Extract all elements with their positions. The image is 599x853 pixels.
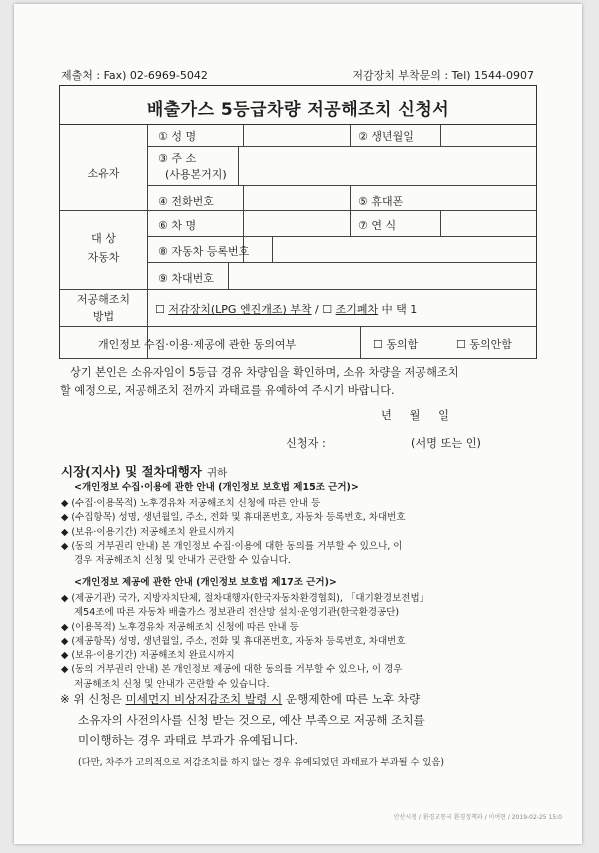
disagree-checkbox[interactable]: ☐: [456, 338, 466, 351]
addressee-suffix: 귀하: [206, 467, 228, 479]
car-name-label: ⑥ 차 명: [158, 219, 197, 232]
agree-label: 동의함: [386, 338, 419, 351]
list-item-continued: 저공해조치 신청 및 안내가 곤란할 수 있습니다.: [74, 678, 270, 690]
note-line3: 미이행하는 경우 과태료 부과가 유예됩니다.: [78, 733, 299, 747]
agree-checkbox[interactable]: ☐: [373, 338, 383, 351]
consent-agree: [373, 336, 418, 352]
address-field[interactable]: [239, 147, 536, 184]
name-label: ① 성 명: [158, 130, 197, 143]
note-line1: ※ 위 신청은 미세먼지 비상저감조치 발령 시 운행제한에 따른 노후 차량: [60, 692, 421, 706]
address-sublabel: (사용본거지): [165, 168, 227, 181]
applicant-label: 신청자 :: [286, 437, 326, 450]
inquiry-phone: 저감장치 부착문의 : Tel) 1544-0907: [352, 69, 534, 82]
declaration-line1: 상기 본인은 소유자임이 5등급 경유 차량임을 확인하며, 소유 차량을 저공해조치: [70, 366, 459, 379]
date-line: 년 월 일: [381, 409, 449, 422]
consent-disagree: [456, 336, 512, 352]
declaration-line2: 할 예정으로, 저공해조치 전까지 과태료를 유예하여 주시기 바랍니다.: [60, 384, 395, 397]
method-label-line2: 방법: [92, 310, 115, 323]
vehicle-label-line2: 자동차: [87, 251, 120, 264]
phone-label: ④ 전화번호: [158, 195, 214, 208]
car-name-field[interactable]: [244, 212, 349, 235]
vin-field[interactable]: [229, 264, 536, 288]
title-box: [59, 85, 537, 125]
application-form-table: [59, 125, 537, 359]
disagree-label: 동의안함: [469, 338, 512, 351]
choose-one-text: 中 택 1: [381, 303, 418, 316]
name-field[interactable]: [244, 126, 349, 145]
list-item-continued: 경우 저공해조치 신청 및 안내가 곤란할 수 있습니다.: [74, 555, 291, 567]
list-item: ◆ (수집항목) 성명, 생년월일, 주소, 전화 및 휴대폰번호, 자동차 등록번호, 차대번호: [61, 512, 406, 524]
method-separator: /: [315, 303, 319, 316]
scrap-checkbox[interactable]: ☐: [322, 303, 333, 316]
footer-stamp: 안산시청 / 환경교통국 환경정책과 / 이여현 / 2019-02-25 15:0: [393, 814, 562, 821]
registration-number-field[interactable]: [273, 238, 536, 261]
provision-notice-heading: <개인정보 제공에 관한 안내 (개인정보 보호법 제17조 근거)>: [74, 577, 337, 588]
list-item: ◆ (수집·이용목적) 노후경유차 저공해조치 신청에 따른 안내 등: [61, 498, 321, 509]
note-line4: (다만, 차주가 고의적으로 저감조치를 하지 않는 경우 유예되었던 과태료가 부과될 수 있음): [78, 757, 445, 768]
consent-label: 개인정보 수집·이용·제공에 관한 동의여부: [98, 338, 297, 351]
addressee-main: 시장(지사) 및 절차대행자: [61, 464, 202, 479]
retrofit-checkbox[interactable]: ☐: [155, 303, 165, 316]
addressee: [61, 461, 227, 480]
note-line2: 소유자의 사전의사를 신청 받는 것으로, 예산 부족으로 저공해 조치를: [78, 713, 425, 727]
model-year-label: ⑦ 연 식: [358, 219, 397, 232]
scrap-option-label: 조기폐차: [335, 303, 379, 316]
signature-label: (서명 또는 인): [411, 437, 481, 450]
retrofit-option-label: 저감장치(LPG 엔진개조) 부착: [168, 303, 312, 316]
note-mark: ※: [60, 692, 70, 706]
owner-label: 소유자: [87, 167, 120, 180]
list-item: ◆ (동의 거부권리 안내) 본 개인정보 수집·이용에 대한 동의를 거부할 수 있으나, 이: [61, 540, 403, 552]
registration-number-label: ⑧ 자동차 등록번호: [158, 245, 250, 258]
mobile-label: ⑤ 휴대폰: [358, 195, 404, 208]
form-title: 배출가스 5등급차량 저공해조치 신청서: [146, 100, 450, 120]
list-item: ◆ (제공기관) 국가, 지방자치단체, 절차대행자(한국자동차환경협회), 「대기환경보전법」: [61, 593, 430, 604]
method-options: [155, 301, 417, 317]
list-item: ◆ (동의 거부권리 안내) 본 개인정보 제공에 대한 동의를 거부할 수 있으나, 이 경우: [61, 664, 403, 676]
list-item: ◆ (제공항목) 성명, 생년월일, 주소, 전화 및 휴대폰번호, 자동차 등록번호, 차대번호: [61, 635, 406, 647]
provision-notice-list: [61, 592, 429, 692]
vehicle-label-line1: 대 상: [91, 232, 116, 245]
collection-notice-heading: <개인정보 수집·이용에 관한 안내 (개인정보 보호법 제15조 근거)>: [74, 482, 359, 493]
phone-field[interactable]: [244, 187, 349, 209]
list-item-continued: 제54조에 따른 자동차 배출가스 정보관리 전산망 설치·운영기관(한국환경공단): [74, 607, 400, 619]
model-year-field[interactable]: [441, 212, 536, 235]
list-item: ◆ (보유·이용기간) 저공해조치 완료시까지: [61, 526, 235, 538]
list-item: ◆ (보유·이용기간) 저공해조치 완료시까지: [61, 650, 235, 662]
document-page: [14, 4, 582, 844]
note-underlined: 미세먼지 비상저감조치 발령 시: [125, 692, 283, 706]
mobile-field[interactable]: [441, 187, 536, 209]
collection-notice-list: [61, 497, 406, 568]
method-label-line1: 저공해조치: [76, 293, 131, 306]
list-item: ◆ (이용목적) 노후경유차 저공해조치 신청에 따른 안내 등: [61, 621, 299, 633]
birthdate-label: ② 생년월일: [358, 130, 414, 143]
birthdate-field[interactable]: [441, 126, 536, 145]
vin-label: ⑨ 차대번호: [158, 272, 214, 285]
address-label: ③ 주 소: [158, 152, 197, 165]
submit-fax: 제출처 : Fax) 02-6969-5042: [61, 69, 208, 82]
